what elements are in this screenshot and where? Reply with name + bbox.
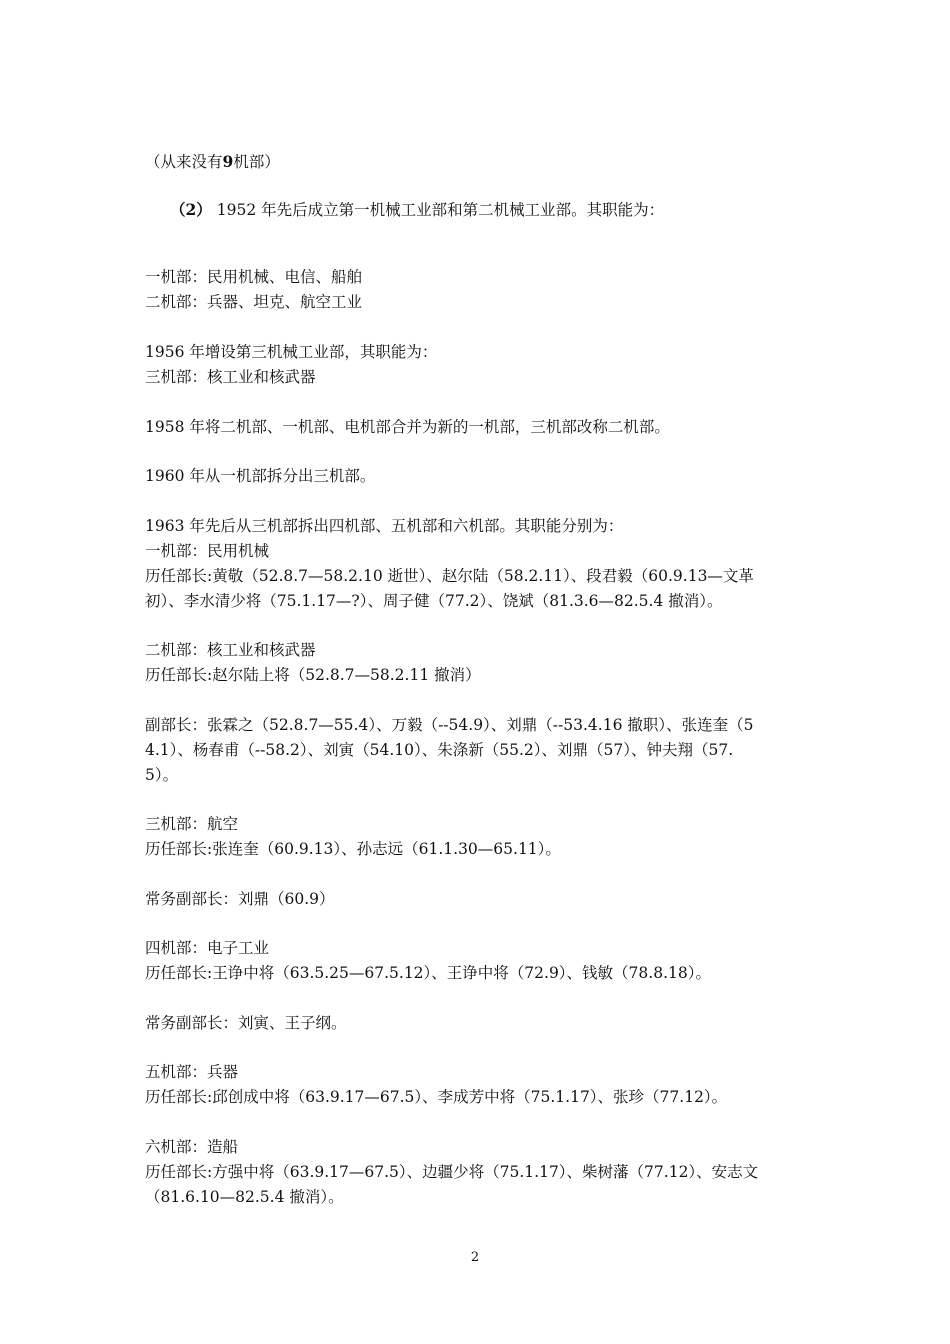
paragraph-line: 五机部：兵器	[145, 1063, 239, 1081]
section-2-label: （2）	[170, 200, 212, 219]
paragraph-line: 初）、李水清少将（75.1.17—?）、周子健（77.2）、饶斌（81.3.6—82.5.4 撤消）。	[145, 592, 723, 610]
paragraph-line: 历任部长:邱创成中将（63.9.17—67.5）、李成芳中将（75.1.17）、张珍（77.12）。	[145, 1088, 728, 1106]
paragraph-line: 副部长：张霖之（52.8.7—55.4）、万毅（--54.9）、刘鼎（--53.4.16 撤职）、张连奎（5	[145, 716, 754, 734]
note-open: （从来没有	[145, 153, 223, 171]
paragraph-line: 历任部长:黄敬（52.8.7—58.2.10 逝世）、赵尔陆（58.2.11）、段君毅（60.9.13—文革	[145, 567, 754, 585]
page-number: 2	[470, 1250, 480, 1265]
section-2-heading	[170, 199, 664, 221]
paragraph-line: 1956 年增设第三机械工业部，其职能为：	[145, 343, 438, 361]
paragraph-line: 1958 年将二机部、一机部、电机部合并为新的一机部，三机部改称二机部。	[145, 418, 670, 436]
paragraph-line: 六机部：造船	[145, 1138, 239, 1156]
paragraph-line: 二机部：核工业和核武器	[145, 641, 316, 659]
note-rest: 机部）	[233, 153, 280, 171]
paragraph-line: 历任部长:张连奎（60.9.13）、孙志远（61.1.30—65.11）。	[145, 840, 561, 858]
paragraph-line: 二机部：兵器、坦克、航空工业	[145, 293, 363, 311]
paragraph-line: 一机部：民用机械	[145, 542, 270, 560]
paragraph-line: 1960 年从一机部拆分出三机部。	[145, 467, 376, 485]
paragraph-line: 三机部：核工业和核武器	[145, 368, 316, 386]
paragraph-line: 历任部长:王诤中将（63.5.25—67.5.12）、王诤中将（72.9）、钱敏（78.8.18）。	[145, 964, 711, 982]
paragraph-line: 4.1）、杨春甫（--58.2）、刘寅（54.10）、朱涤新（55.2）、刘鼎（57）、钟夫翔（57.	[145, 741, 734, 759]
section-2-text: 1952 年先后成立第一机械工业部和第二机械工业部。其职能为：	[216, 201, 665, 219]
paragraph-line: 三机部：航空	[145, 815, 239, 833]
paragraph-line: （81.6.10—82.5.4 撤消）。	[145, 1188, 344, 1206]
paragraph-line: 历任部长:方强中将（63.9.17—67.5）、边疆少将（75.1.17）、柴树藩（77.12）、安志文	[145, 1163, 759, 1181]
paragraph-line: 常务副部长：刘寅、王子纲。	[145, 1014, 347, 1032]
paragraph-line: 历任部长:赵尔陆上将（52.8.7—58.2.11 撤消）	[145, 666, 481, 684]
note-number: 9	[222, 152, 234, 171]
paragraph-line: 一机部：民用机械、电信、船舶	[145, 268, 363, 286]
paragraph-line: 常务副部长：刘鼎（60.9）	[145, 890, 335, 908]
note-no-ninth-ministry	[145, 151, 280, 173]
paragraph-line: 四机部：电子工业	[145, 939, 270, 957]
paragraph-line: 1963 年先后从三机部拆出四机部、五机部和六机部。其职能分别为：	[145, 517, 624, 535]
paragraph-line: 5）。	[145, 766, 179, 784]
